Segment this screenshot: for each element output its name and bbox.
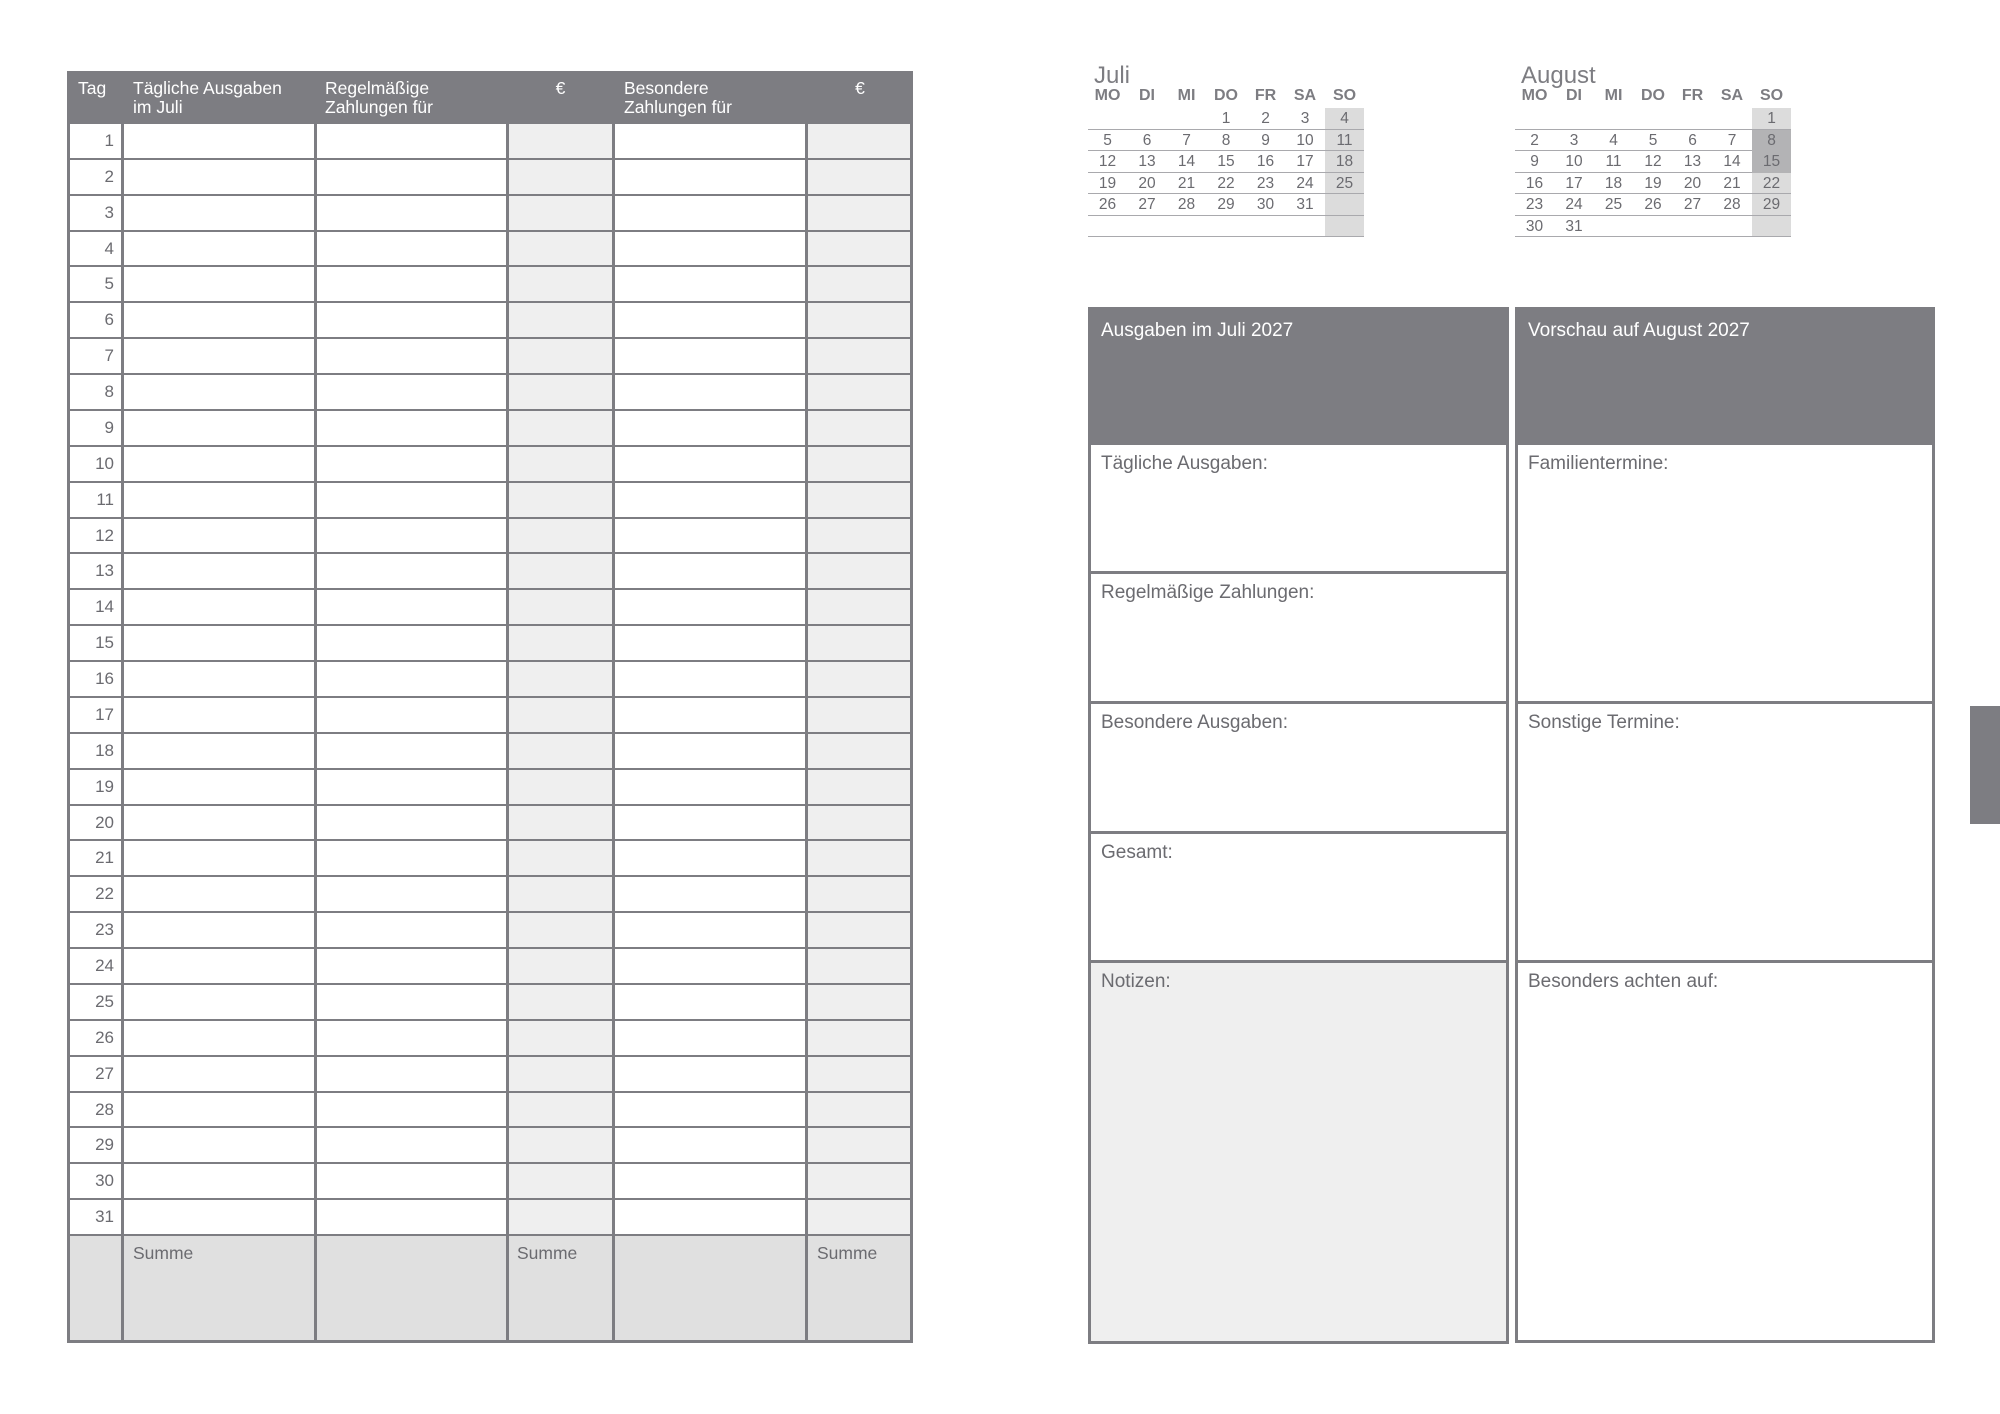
calendar-day: 14 bbox=[1177, 153, 1196, 170]
panel-title: Ausgaben im Juli 2027 bbox=[1091, 310, 1506, 442]
day-number: 18 bbox=[95, 740, 114, 760]
calendar-week-row bbox=[1515, 130, 1791, 152]
calendar-day: 13 bbox=[1683, 153, 1702, 170]
box-label: Tägliche Ausgaben: bbox=[1101, 453, 1268, 474]
weekday-label: DO bbox=[1214, 87, 1238, 104]
calendar-day: 24 bbox=[1296, 174, 1314, 192]
weekday-label: DI bbox=[1139, 87, 1155, 104]
box-notes bbox=[1091, 960, 1506, 1341]
calendar-day: 22 bbox=[1762, 174, 1781, 192]
weekday-label: SA bbox=[1293, 87, 1317, 104]
calendar-day: 17 bbox=[1296, 153, 1314, 170]
calendar-day: 1 bbox=[1767, 110, 1776, 127]
calendar-day: 22 bbox=[1217, 174, 1235, 192]
day-number: 11 bbox=[96, 489, 114, 509]
calendar-week-row bbox=[1515, 194, 1791, 216]
header-tag: Tag bbox=[78, 78, 107, 98]
day-number: 3 bbox=[104, 202, 114, 222]
box-other-appointments bbox=[1518, 701, 1932, 960]
header-regular-payments: Regelmäßige Zahlungen für bbox=[325, 78, 433, 117]
calendar-day: 20 bbox=[1683, 174, 1702, 192]
weekday-label: SO bbox=[1759, 87, 1784, 104]
box-label: Besonders achten auf: bbox=[1528, 971, 1719, 992]
day-number: 8 bbox=[104, 382, 114, 402]
day-number: 9 bbox=[104, 417, 114, 437]
calendar-day: 19 bbox=[1644, 174, 1662, 192]
calendar-week-row bbox=[1515, 151, 1791, 173]
day-number: 22 bbox=[95, 884, 114, 904]
day-number: 17 bbox=[95, 704, 114, 724]
panel-august-preview bbox=[1515, 307, 1935, 1343]
header-euro-2: € bbox=[855, 78, 865, 98]
calendar-day: 30 bbox=[1256, 196, 1275, 213]
calendar-day: 3 bbox=[1300, 110, 1310, 127]
box-family-appointments bbox=[1518, 442, 1932, 701]
calendar-day: 19 bbox=[1098, 174, 1117, 192]
calendar-title: August bbox=[1521, 62, 1596, 89]
calendar-week-row bbox=[1088, 108, 1364, 130]
calendar-day: 16 bbox=[1256, 153, 1275, 170]
header-daily-expenses: Tägliche Ausgaben im Juli bbox=[133, 78, 282, 117]
calendar-day: 26 bbox=[1098, 196, 1117, 213]
calendar-day: 23 bbox=[1525, 196, 1544, 213]
day-number: 13 bbox=[95, 561, 114, 581]
calendar-day: 18 bbox=[1604, 174, 1623, 192]
calendar-day: 2 bbox=[1261, 110, 1270, 127]
calendar-day: 21 bbox=[1723, 174, 1741, 192]
weekday-label: MO bbox=[1094, 87, 1121, 104]
calendar-day: 31 bbox=[1296, 196, 1314, 213]
calendar-day: 11 bbox=[1605, 153, 1622, 170]
panel-title: Vorschau auf August 2027 bbox=[1518, 310, 1932, 442]
weekday-header bbox=[1515, 87, 1791, 107]
day-number: 31 bbox=[95, 1207, 114, 1227]
weekday-label: SO bbox=[1332, 87, 1357, 104]
header-special-payments: Besondere Zahlungen für bbox=[624, 78, 732, 117]
calendar-day: 3 bbox=[1569, 131, 1579, 149]
calendar-day: 25 bbox=[1335, 174, 1354, 192]
day-number: 6 bbox=[104, 310, 114, 330]
box-label: Besondere Ausgaben: bbox=[1101, 712, 1288, 733]
calendar-day: 1 bbox=[1221, 110, 1231, 127]
sum-label-euro-1: Summe bbox=[517, 1243, 578, 1263]
box-daily-expenses bbox=[1091, 442, 1506, 571]
calendar-day: 27 bbox=[1138, 196, 1156, 213]
sum-label-daily: Summe bbox=[133, 1243, 194, 1263]
calendar-week-row bbox=[1088, 173, 1364, 195]
calendar-day: 12 bbox=[1098, 153, 1117, 170]
day-number: 2 bbox=[104, 166, 114, 186]
day-number: 1 bbox=[104, 131, 114, 150]
calendar-week-row bbox=[1088, 130, 1364, 152]
day-number: 20 bbox=[95, 812, 114, 832]
calendar-day: 7 bbox=[1727, 131, 1737, 149]
calendar-day: 4 bbox=[1340, 110, 1349, 127]
calendar-day: 15 bbox=[1762, 153, 1781, 170]
calendar-day: 28 bbox=[1177, 196, 1196, 213]
calendar-day: 11 bbox=[1336, 131, 1353, 149]
day-number: 5 bbox=[104, 274, 114, 294]
calendar-week-row bbox=[1088, 216, 1364, 238]
day-number: 25 bbox=[95, 991, 114, 1011]
weekday-label: SA bbox=[1720, 87, 1744, 104]
calendar-day: 14 bbox=[1723, 153, 1741, 170]
calendar-week-row bbox=[1088, 151, 1364, 173]
box-label: Notizen: bbox=[1101, 971, 1171, 992]
box-total bbox=[1091, 831, 1506, 960]
weekday-label: MI bbox=[1177, 87, 1196, 104]
calendar-day: 29 bbox=[1217, 196, 1235, 213]
box-regular-payments bbox=[1091, 571, 1506, 701]
ledger-border bbox=[67, 71, 913, 1343]
box-label: Gesamt: bbox=[1101, 842, 1173, 863]
weekday-label: MI bbox=[1604, 87, 1623, 104]
panel-july-expenses bbox=[1088, 307, 1509, 1344]
calendar-day: 30 bbox=[1525, 217, 1544, 235]
calendar-day: 9 bbox=[1530, 153, 1539, 170]
calendar-day: 20 bbox=[1138, 174, 1156, 192]
weekday-header bbox=[1088, 87, 1364, 107]
day-number: 26 bbox=[95, 1027, 114, 1047]
calendar-day: 16 bbox=[1525, 174, 1544, 192]
box-label: Familientermine: bbox=[1528, 453, 1669, 474]
calendar-day: 10 bbox=[1296, 131, 1314, 149]
calendar-day: 5 bbox=[1648, 131, 1658, 149]
calendar-day: 25 bbox=[1604, 196, 1623, 213]
day-number: 19 bbox=[95, 776, 114, 796]
calendar-day: 23 bbox=[1256, 174, 1275, 192]
box-label: Regelmäßige Zahlungen: bbox=[1101, 582, 1315, 603]
weekday-label: FR bbox=[1254, 87, 1277, 104]
calendar-day: 15 bbox=[1217, 153, 1235, 170]
day-number: 24 bbox=[95, 956, 114, 976]
day-number: 7 bbox=[104, 346, 114, 366]
day-number: 30 bbox=[95, 1171, 114, 1191]
page-side-tab bbox=[1970, 706, 2000, 824]
weekday-label: FR bbox=[1681, 87, 1704, 104]
calendar-title: Juli bbox=[1094, 62, 1131, 89]
calendar-day: 4 bbox=[1609, 131, 1618, 149]
day-number: 16 bbox=[95, 669, 114, 689]
calendar-day: 31 bbox=[1565, 217, 1583, 235]
calendar-day: 13 bbox=[1138, 153, 1156, 170]
day-number: 14 bbox=[95, 597, 114, 617]
weekday-label: DI bbox=[1566, 87, 1582, 104]
calendar-day: 17 bbox=[1565, 174, 1583, 192]
calendar-day: 21 bbox=[1177, 174, 1196, 192]
calendar-day: 2 bbox=[1530, 131, 1539, 149]
sum-label-euro-2: Summe bbox=[817, 1243, 878, 1263]
calendar-week-row bbox=[1515, 108, 1791, 130]
expense-ledger-table bbox=[67, 71, 913, 1343]
weekday-label: MO bbox=[1521, 87, 1548, 104]
box-special-attention bbox=[1518, 960, 1932, 1340]
calendar-day: 8 bbox=[1221, 131, 1231, 149]
calendar-day: 12 bbox=[1644, 153, 1662, 170]
calendar-week-row bbox=[1515, 216, 1791, 238]
calendar-day: 27 bbox=[1683, 196, 1702, 213]
calendar-day: 6 bbox=[1688, 131, 1697, 149]
weekday-label: DO bbox=[1641, 87, 1665, 104]
calendar-day: 28 bbox=[1723, 196, 1741, 213]
calendar-day: 5 bbox=[1103, 131, 1112, 149]
box-label: Sonstige Termine: bbox=[1528, 712, 1680, 733]
day-number: 27 bbox=[95, 1063, 114, 1083]
calendar-week-row bbox=[1088, 194, 1364, 216]
calendar-day: 10 bbox=[1565, 153, 1583, 170]
day-number: 15 bbox=[95, 633, 114, 653]
calendar-day: 6 bbox=[1142, 131, 1152, 149]
calendar-day: 7 bbox=[1182, 131, 1191, 149]
day-number: 4 bbox=[104, 238, 114, 258]
day-number: 29 bbox=[95, 1135, 114, 1155]
calendar-day: 9 bbox=[1261, 131, 1270, 149]
day-number: 28 bbox=[95, 1099, 114, 1119]
box-special-expenses bbox=[1091, 701, 1506, 831]
calendar-week-row bbox=[1515, 173, 1791, 195]
day-number: 10 bbox=[95, 453, 114, 473]
calendar-day: 29 bbox=[1762, 196, 1781, 213]
day-number: 23 bbox=[95, 920, 114, 940]
day-number: 21 bbox=[95, 848, 114, 868]
calendar-day: 24 bbox=[1565, 196, 1583, 213]
day-number: 12 bbox=[95, 525, 114, 545]
calendar-day: 18 bbox=[1335, 153, 1354, 170]
header-euro-1: € bbox=[555, 78, 566, 98]
calendar-day: 26 bbox=[1644, 196, 1662, 213]
calendar-day: 8 bbox=[1767, 131, 1776, 149]
